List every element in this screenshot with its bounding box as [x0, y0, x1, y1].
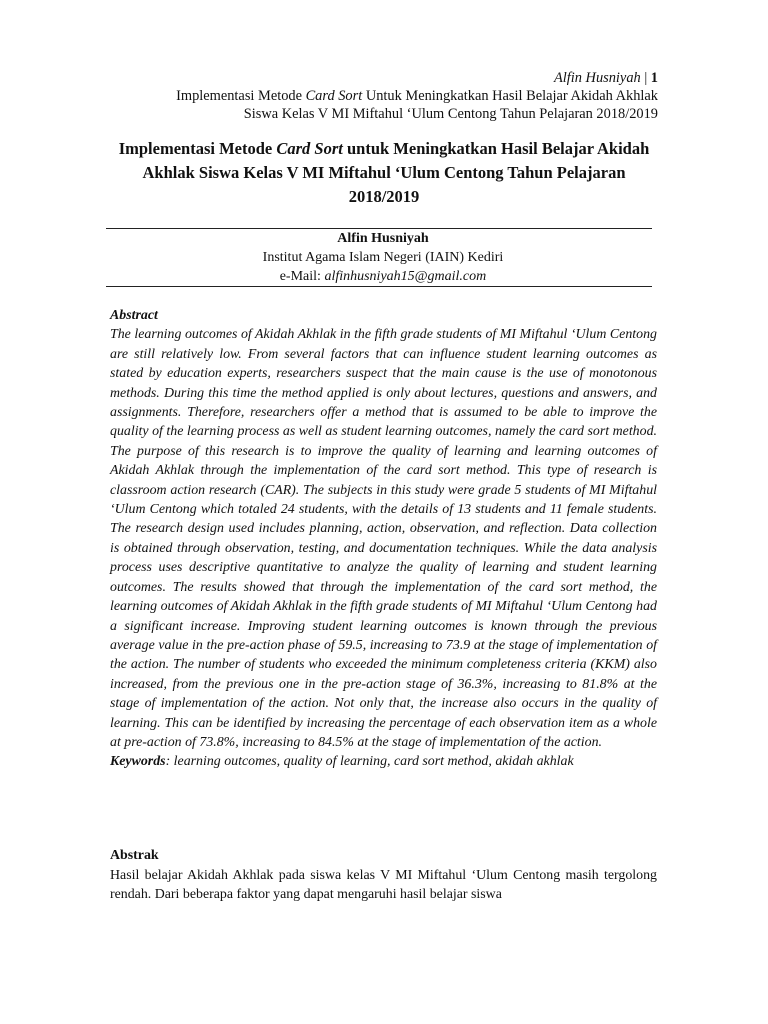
abstract-english	[110, 306, 657, 772]
running-head-separator: |	[640, 70, 651, 86]
abstract-body: The learning outcomes of Akidah Akhlak in the fifth grade students of MI Miftahul ‘Ulum Centong are still relatively low. From several factors that can influence student learning outcomes as stated by education experts, researchers suspect that the main cause is the use of monotonous methods. During this time the method applied is only about lectures, questions and answers, and assignments. Therefore, researchers offer a method that is assumed to be able to improve the quality of the learning process as well as student learning outcomes, namely the card sort method. The purpose of this research is to improve the quality of learning and learning outcomes of Akidah Akhlak through the implementation of the card sort method. This type of research is classroom action research (CAR). The subjects in this study were grade 5 students of MI Miftahul ‘Ulum Centong which totaled 24 students, with the details of 13 students and 11 female students. The research design used includes planning, action, observation, and reflection. Data collection is obtained through observation, testing, and documentation techniques. While the data analysis process uses descriptive quantitative to analyze the quality of learning and student learning outcomes. The results showed that through the implementation of the card sort method, the learning outcomes of Akidah Akhlak in the fifth grade students of MI Miftahul ‘Ulum Centong had a significant increase. Improving student learning outcomes is known through the previous average value in the pre-action phase of 59.5, increasing to 73.9 at the stage of implementation of the action. The number of students who exceeded the minimum completeness criteria (KKM) also increased, from the previous one in the pre-action stage of 36.3%, increasing to 81.8% at the stage of implementation of the action. Not only that, the increase also occurs in the quality of learning. This can be identified by increasing the percentage of each observation item as a whole at pre-action of 73.8%, increasing to 84.5% at the stage of implementation of the action.	[110, 327, 657, 750]
author-institution: Institut Agama Islam Negeri (IAIN) Kediri	[262, 250, 504, 265]
running-head-title-line-2: Siswa Kelas V MI Miftahul ‘Ulum Centong Tahun Pelajaran 2018/2019	[243, 106, 658, 122]
running-head	[98, 69, 658, 123]
abstract-heading: Abstract	[110, 308, 158, 323]
keywords-text: : learning outcomes, quality of learning, card sort method, akidah akhlak	[165, 754, 574, 770]
title-text: untuk Meningkatkan Hasil Belajar Akidah Akhlak Siswa Kelas V MI Miftahul ‘Ulum Centong Tahun Pelajaran 2018/2019	[142, 139, 650, 206]
running-head-author-line	[98, 69, 658, 87]
abstrak-heading: Abstrak	[110, 848, 159, 863]
running-head-title-line-1	[98, 87, 658, 105]
author-email-line	[110, 267, 656, 286]
keywords-line	[110, 752, 657, 771]
running-head-text: Untuk Meningkatkan Hasil Belajar Akidah Akhlak	[362, 88, 658, 104]
author-name: Alfin Husniyah	[337, 231, 429, 246]
paper-title	[110, 137, 658, 209]
keywords-label: Keywords	[110, 754, 166, 770]
title-text: Implementasi Metode	[118, 139, 277, 158]
author-block	[110, 229, 656, 286]
divider-bottom	[106, 286, 652, 287]
running-head-text: Implementasi Metode	[176, 88, 306, 104]
running-head-author: Alfin Husniyah	[553, 70, 641, 86]
email-label: e-Mail:	[279, 269, 325, 284]
abstract-indonesian	[110, 846, 657, 905]
author-email[interactable]: alfinhusniyah15@gmail.com	[324, 269, 487, 284]
running-head-italic-term: Card Sort	[305, 88, 363, 104]
page-number: 1	[650, 70, 658, 86]
abstrak-body: Hasil belajar Akidah Akhlak pada siswa kelas V MI Miftahul ‘Ulum Centong masih tergolong rendah. Dari beberapa faktor yang dapat mengaruhi hasil belajar siswa	[110, 867, 657, 903]
title-italic-term: Card Sort	[276, 139, 343, 158]
